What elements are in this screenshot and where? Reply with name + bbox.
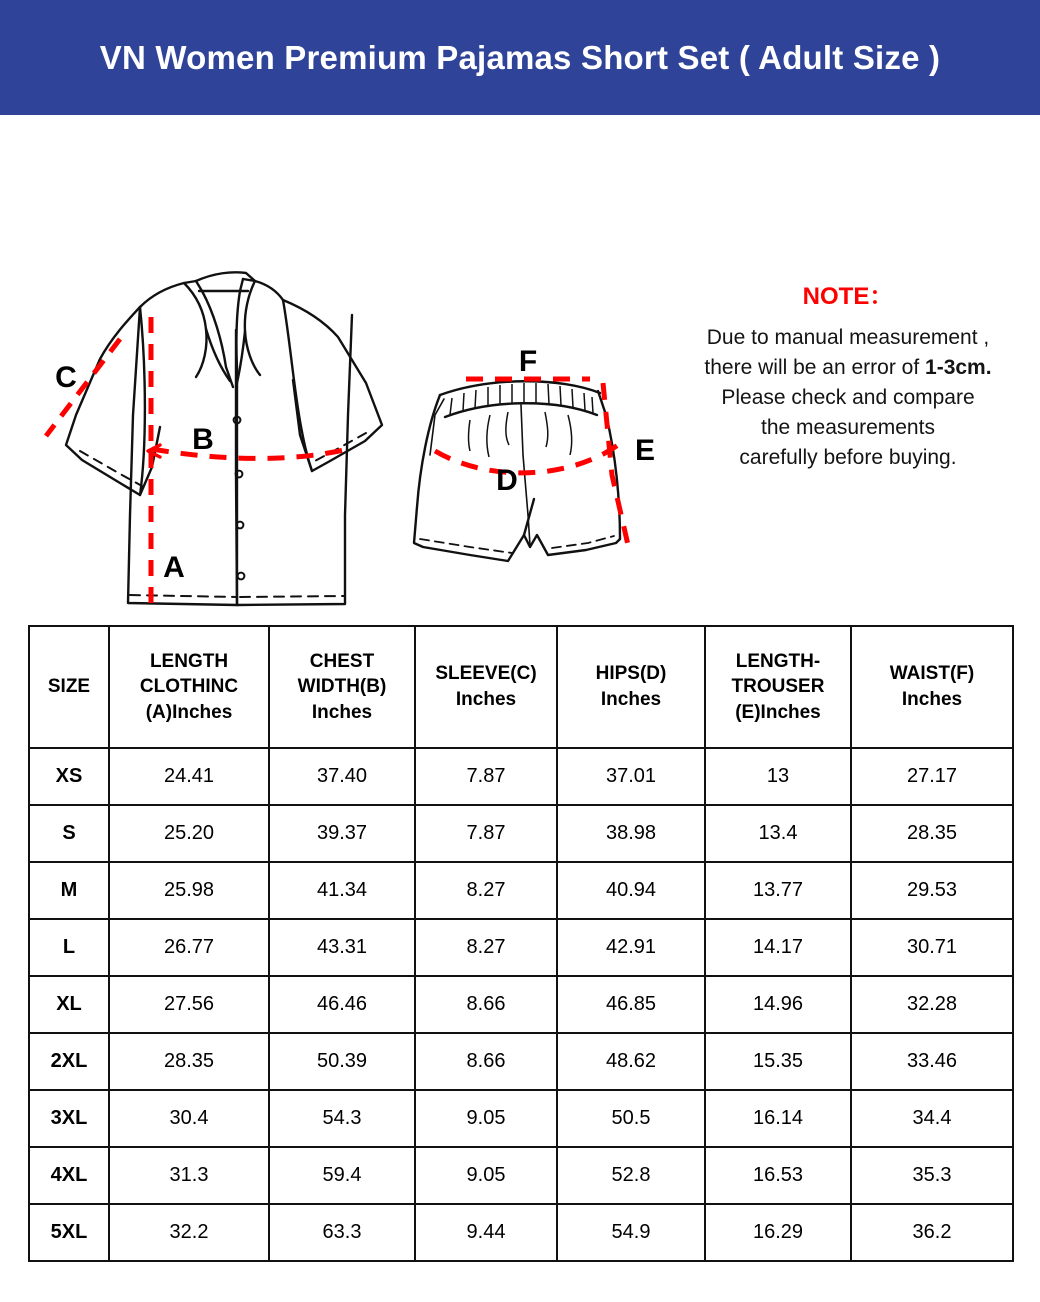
table-cell-waist: 30.71 [851, 919, 1013, 976]
note-line-5 [668, 443, 1028, 473]
table-cell-length_clothing: 27.56 [109, 976, 269, 1033]
table-header-cell-6-line: WAIST(F) [889, 663, 975, 685]
table-cell-length_clothing: 24.41 [109, 748, 269, 805]
label-b: B [192, 423, 214, 456]
table-header-cell-3 [415, 626, 557, 748]
table-cell-waist: 34.4 [851, 1090, 1013, 1147]
note-line-1-text: Due to manual measurement , [706, 325, 990, 349]
table-body [29, 748, 1013, 1261]
table-cell-waist: 32.28 [851, 976, 1013, 1033]
page-title: VN Women Premium Pajamas Short Set ( Adult Size ) [99, 38, 941, 76]
table-cell-hips: 52.8 [557, 1147, 705, 1204]
table-cell-chest_width: 41.34 [269, 862, 415, 919]
table-cell-hips: 40.94 [557, 862, 705, 919]
table-header-cell-0 [29, 626, 109, 748]
table-header-cell-4-line: HIPS(D) [595, 663, 667, 685]
table-cell-chest_width: 59.4 [269, 1147, 415, 1204]
table-cell-length_trouser: 13 [705, 748, 851, 805]
table-cell-waist: 29.53 [851, 862, 1013, 919]
table-header-cell-5-line: TROUSER [731, 676, 825, 698]
table-cell-sleeve: 8.66 [415, 1033, 557, 1090]
table-cell-chest_width: 37.40 [269, 748, 415, 805]
table-cell-sleeve: 9.05 [415, 1147, 557, 1204]
table-cell-size: 4XL [29, 1147, 109, 1204]
table-header-cell-6-line: Inches [901, 689, 963, 710]
table-header-cell-0-line: SIZE [47, 676, 91, 698]
note-line-1 [668, 323, 1028, 353]
table-header-cell-1-line: CLOTHINC [139, 676, 239, 698]
table-cell-length_trouser: 15.35 [705, 1033, 851, 1090]
table-cell-size: 3XL [29, 1090, 109, 1147]
size-chart-table-wrap [28, 625, 1012, 1262]
table-cell-length_trouser: 16.14 [705, 1090, 851, 1147]
table-cell-hips: 46.85 [557, 976, 705, 1033]
table-cell-hips: 48.62 [557, 1033, 705, 1090]
table-cell-length_trouser: 14.96 [705, 976, 851, 1033]
note-line-3-text: Please check and compare [721, 386, 975, 410]
note-heading: NOTE： [802, 283, 894, 310]
table-header-cell-2-line: WIDTH(B) [297, 676, 387, 698]
note-line-4-text: the measurements [761, 416, 935, 440]
table-header-cell-5-line: (E)Inches [735, 701, 821, 723]
table-header [29, 626, 1013, 748]
table-cell-size: XS [29, 748, 109, 805]
table-cell-length_clothing: 30.4 [109, 1090, 269, 1147]
table-cell-length_clothing: 25.98 [109, 862, 269, 919]
table-cell-chest_width: 54.3 [269, 1090, 415, 1147]
table-cell-size: 5XL [29, 1204, 109, 1261]
table-header-cell-5-line: LENGTH- [735, 650, 821, 672]
table-header-cell-3-line: SLEEVE(C) [435, 663, 537, 685]
table-row [29, 862, 1013, 919]
note-line-5-text: carefully before buying. [739, 446, 957, 470]
table-header-cell-2-line: Inches [311, 701, 373, 723]
table-cell-hips: 37.01 [557, 748, 705, 805]
table-cell-length_trouser: 16.29 [705, 1204, 851, 1261]
table-cell-sleeve: 7.87 [415, 748, 557, 805]
table-cell-size: XL [29, 976, 109, 1033]
table-cell-chest_width: 63.3 [269, 1204, 415, 1261]
table-cell-chest_width: 46.46 [269, 976, 415, 1033]
note-line-3 [668, 383, 1028, 413]
table-row [29, 919, 1013, 976]
table-header-cell-2 [269, 626, 415, 748]
table-row [29, 1147, 1013, 1204]
table-cell-length_clothing: 28.35 [109, 1033, 269, 1090]
table-header-cell-1 [109, 626, 269, 748]
table-cell-hips: 42.91 [557, 919, 705, 976]
table-cell-chest_width: 39.37 [269, 805, 415, 862]
page-header-band [0, 0, 1040, 115]
table-cell-sleeve: 9.44 [415, 1204, 557, 1261]
note-line-2-text: there will be an error of [704, 355, 926, 379]
measurement-diagram-area [0, 115, 1040, 615]
label-d: D [496, 464, 518, 497]
table-cell-length_clothing: 31.3 [109, 1147, 269, 1204]
table-header-row [29, 626, 1013, 748]
size-chart-table [28, 625, 1014, 1262]
table-cell-size: S [29, 805, 109, 862]
label-c: C [55, 361, 77, 394]
table-cell-length_trouser: 16.53 [705, 1147, 851, 1204]
table-row [29, 1204, 1013, 1261]
label-a: A [163, 551, 185, 584]
note-error-range: 1-3cm. [925, 355, 992, 379]
table-row [29, 1033, 1013, 1090]
note-line-2 [668, 353, 1028, 383]
table-cell-waist: 35.3 [851, 1147, 1013, 1204]
note-line-4 [668, 413, 1028, 443]
table-cell-waist: 36.2 [851, 1204, 1013, 1261]
table-row [29, 805, 1013, 862]
table-cell-sleeve: 9.05 [415, 1090, 557, 1147]
table-cell-hips: 54.9 [557, 1204, 705, 1261]
table-cell-length_clothing: 32.2 [109, 1204, 269, 1261]
table-header-cell-1-line: LENGTH [149, 650, 229, 672]
table-cell-length_clothing: 26.77 [109, 919, 269, 976]
table-header-cell-3-line: Inches [455, 689, 517, 710]
table-cell-sleeve: 8.27 [415, 862, 557, 919]
table-cell-hips: 50.5 [557, 1090, 705, 1147]
table-cell-sleeve: 8.66 [415, 976, 557, 1033]
table-header-cell-2-line: CHEST [309, 650, 375, 672]
table-header-cell-4 [557, 626, 705, 748]
table-cell-waist: 28.35 [851, 805, 1013, 862]
table-cell-chest_width: 50.39 [269, 1033, 415, 1090]
table-row [29, 748, 1013, 805]
table-cell-chest_width: 43.31 [269, 919, 415, 976]
table-cell-length_trouser: 13.4 [705, 805, 851, 862]
table-cell-size: L [29, 919, 109, 976]
table-cell-hips: 38.98 [557, 805, 705, 862]
table-row [29, 1090, 1013, 1147]
table-cell-sleeve: 8.27 [415, 919, 557, 976]
table-header-cell-6 [851, 626, 1013, 748]
table-header-cell-1-line: (A)Inches [145, 701, 233, 723]
table-cell-size: M [29, 862, 109, 919]
table-cell-sleeve: 7.87 [415, 805, 557, 862]
note-block [668, 280, 1028, 474]
label-f: F [518, 345, 538, 378]
label-e: E [634, 434, 656, 467]
table-cell-waist: 33.46 [851, 1033, 1013, 1090]
table-header-cell-5 [705, 626, 851, 748]
table-cell-length_clothing: 25.20 [109, 805, 269, 862]
table-cell-length_trouser: 13.77 [705, 862, 851, 919]
table-row [29, 976, 1013, 1033]
table-header-cell-4-line: Inches [600, 689, 662, 710]
table-cell-length_trouser: 14.17 [705, 919, 851, 976]
table-cell-waist: 27.17 [851, 748, 1013, 805]
table-cell-size: 2XL [29, 1033, 109, 1090]
